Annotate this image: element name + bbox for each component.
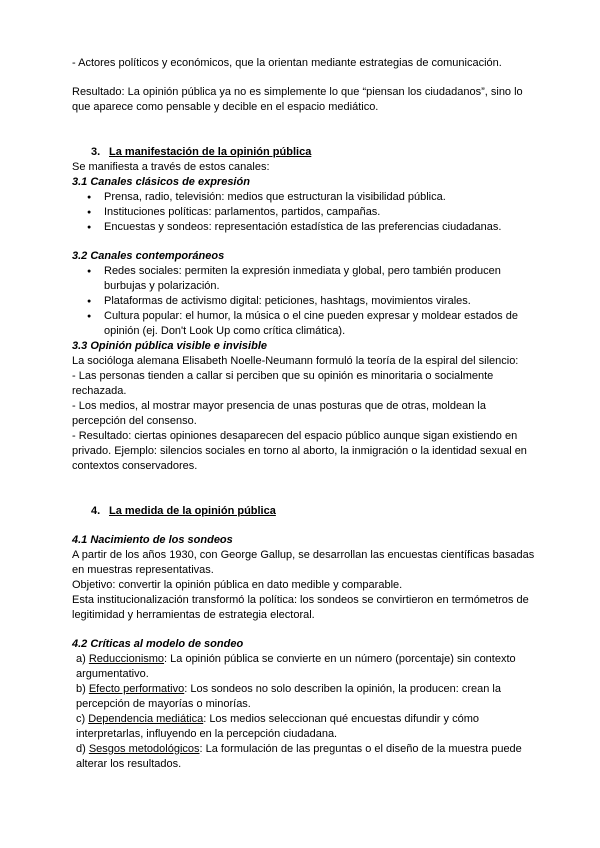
subsection-3-3-title: 3.3 Opinión pública visible e invisible — [72, 340, 267, 352]
section-3-lead: Se manifiesta a través de estos canales: — [72, 161, 270, 173]
critique-letter: c) — [76, 713, 86, 725]
subsection-4-2-title: 4.2 Críticas al modelo de sondeo — [72, 638, 244, 650]
critique-key: Reduccionismo — [88, 653, 165, 665]
critique-item — [72, 712, 542, 742]
list-item: ● Prensa, radio, televisión: medios que estructuran la visibilidad pública. — [72, 190, 542, 205]
contemporary-channels-list — [72, 264, 542, 339]
section-3-number: 3. — [91, 146, 101, 158]
paragraph-line: La socióloga alemana Elisabeth Noelle-Neumann formuló la teoría de la espiral del silencio: — [72, 355, 519, 367]
document-page — [72, 56, 542, 772]
critique-text: : Los sondeos no solo describen la opinión, la producen: crean la percepción de mayorías o minorías. — [76, 683, 501, 710]
actors-line: - Actores políticos y económicos, que la orientan mediante estrategias de comunicación. — [72, 57, 502, 69]
list-item: ● Encuestas y sondeos: representación estadística de las preferencias ciudadanas. — [72, 220, 542, 235]
subsection-3-1-title: 3.1 Canales clásicos de expresión — [72, 176, 250, 188]
critique-key: Efecto performativo — [88, 683, 185, 695]
critique-item — [72, 682, 542, 712]
list-item: ● Cultura popular: el humor, la música o el cine pueden expresar y moldear estados de opinión (ej. Don't Look Up como crítica climática). — [72, 309, 542, 339]
paragraph-line: - Los medios, al mostrar mayor presencia de unas posturas que de otras, moldean la percepción del consenso. — [72, 400, 486, 427]
critique-key: Sesgos metodológicos — [88, 743, 200, 755]
classic-channels-list — [72, 190, 542, 235]
section-4-title: La medida de la opinión pública — [109, 505, 276, 517]
paragraph-line: - Las personas tienden a callar si perciben que su opinión es minoritaria o socialmente rechazada. — [72, 370, 494, 397]
paragraph-line: Objetivo: convertir la opinión pública en dato medible y comparable. — [72, 579, 403, 591]
critique-text: : La opinión pública se convierte en un número (porcentaje) sin contexto argumentativo. — [76, 653, 516, 680]
critique-letter: a) — [76, 653, 86, 665]
critique-text: : Los medios seleccionan qué encuestas difundir y cómo interpretarlas, influyendo en la percepción ciudadana. — [76, 713, 479, 740]
critique-letter: d) — [76, 743, 86, 755]
section-4-heading — [91, 504, 542, 519]
subsection-3-2-title: 3.2 Canales contemporáneos — [72, 250, 225, 262]
critique-letter: b) — [76, 683, 86, 695]
critique-item — [72, 742, 542, 772]
list-item: ● Plataformas de activismo digital: peticiones, hashtags, movimientos virales. — [72, 294, 542, 309]
section-3-heading — [91, 145, 542, 160]
section-4-number: 4. — [91, 505, 101, 517]
list-item: ● Redes sociales: permiten la expresión inmediata y global, pero también producen burbujas y polarización. — [72, 264, 542, 294]
critique-text: : La formulación de las preguntas o el diseño de la muestra puede alterar los resultados. — [76, 743, 522, 770]
section-3-title: La manifestación de la opinión pública — [109, 146, 312, 158]
list-item: ● Instituciones políticas: parlamentos, partidos, campañas. — [72, 205, 542, 220]
subsection-4-1-title: 4.1 Nacimiento de los sondeos — [72, 534, 233, 546]
paragraph-line: Esta institucionalización transformó la política: los sondeos se convirtieron en termómetros de legitimidad y herramientas de estrategia electoral. — [72, 594, 529, 621]
critique-item — [72, 652, 542, 682]
critique-key: Dependencia mediática — [88, 713, 204, 725]
result-paragraph: Resultado: La opinión pública ya no es simplemente lo que “piensan los ciudadanos”, sino lo que aparece como pensable y decible en el espacio mediático. — [72, 86, 523, 113]
paragraph-line: - Resultado: ciertas opiniones desaparecen del espacio público aunque sigan existiendo en privado. Ejemplo: silencios sociales en torno al aborto, la inmigración o la identidad sexual en contextos conservadores. — [72, 430, 527, 472]
paragraph-line: A partir de los años 1930, con George Gallup, se desarrollan las encuestas científicas basadas en muestras representativas. — [72, 549, 535, 576]
